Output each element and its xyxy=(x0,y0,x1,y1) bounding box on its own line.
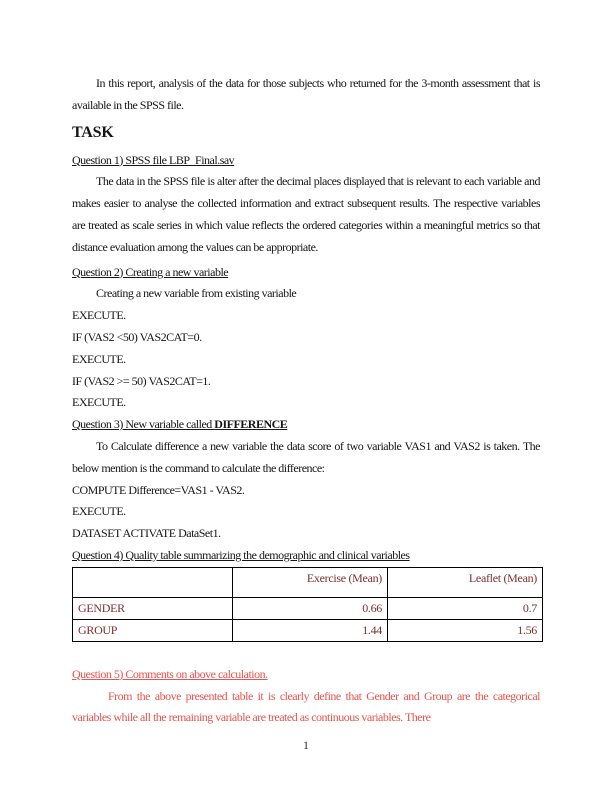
question-3-heading xyxy=(72,414,540,436)
cell-value: 1.56 xyxy=(388,619,543,641)
question-2-intro: Creating a new variable from existing variable xyxy=(96,286,297,301)
row-label: GENDER xyxy=(73,597,233,619)
cell-value: 0.66 xyxy=(233,597,388,619)
question-5-heading xyxy=(72,664,540,686)
spss-code-line: COMPUTE Difference=VAS1 - VAS2. xyxy=(72,482,245,497)
question-5-heading-text: Question 5) Comments on above calculation. xyxy=(72,666,268,681)
page-number: 1 xyxy=(303,738,309,752)
cell-value: 1.44 xyxy=(233,619,388,641)
spss-code-line: EXECUTE. xyxy=(72,308,126,323)
spss-code-line: IF (VAS2 >= 50) VAS2CAT=1. xyxy=(72,373,211,388)
task-heading: TASK xyxy=(72,123,114,141)
spss-code-line: IF (VAS2 <50) VAS2CAT=0. xyxy=(72,329,202,344)
spss-code-line: EXECUTE. xyxy=(72,504,126,519)
table-header-leaflet: Leaflet (Mean) xyxy=(388,567,543,597)
question-1-heading-text: Question 1) SPSS file LBP_Final.sav xyxy=(72,152,235,167)
spss-code-line: EXECUTE. xyxy=(72,351,126,366)
question-1-body: The data in the SPSS file is alter after the decimal places displayed that is relevant to each variable and makes easier to analyse the collected information and extract subsequent results. The respective variables are treated as scale series in which value reflects the ordered categories within a meaningful metrics so that distance evaluation among the values can be appropriate. xyxy=(72,174,540,254)
intro-paragraph: In this report, analysis of the data for those subjects who returned for the 3-month assessment that is available in the SPSS file. xyxy=(72,76,540,112)
question-2-heading-text: Question 2) Creating a new variable xyxy=(72,264,229,279)
question-3-heading-prefix: Question 3) New variable called xyxy=(72,417,215,432)
spss-code-line: DATASET ACTIVATE DataSet1. xyxy=(72,526,221,541)
cell-value: 0.7 xyxy=(388,597,543,619)
question-3-heading-bold: DIFFERENCE xyxy=(214,417,288,432)
row-label: GROUP xyxy=(73,619,233,641)
table-header-exercise: Exercise (Mean) xyxy=(233,567,388,597)
table-header-empty xyxy=(73,567,233,597)
question-3-body: To Calculate difference a new variable the data score of two variable VAS1 and VAS2 is taken. The below mention is the command to calculate the difference: xyxy=(72,438,540,475)
question-1-heading xyxy=(72,150,540,172)
question-5-body: From the above presented table it is clearly define that Gender and Group are the categorical variables while all the remaining variable are treated as continuous variables. There xyxy=(72,688,540,725)
table-header-row xyxy=(73,567,543,597)
spss-code-line: EXECUTE. xyxy=(72,395,126,410)
question-4-heading xyxy=(72,545,540,567)
question-4-heading-text: Question 4) Quality table summarizing the demographic and clinical variables xyxy=(72,547,410,562)
question-2-heading xyxy=(72,262,540,284)
table-row xyxy=(73,619,543,641)
table-row xyxy=(73,597,543,619)
question-3-heading-text xyxy=(72,417,287,431)
summary-table xyxy=(72,567,543,642)
